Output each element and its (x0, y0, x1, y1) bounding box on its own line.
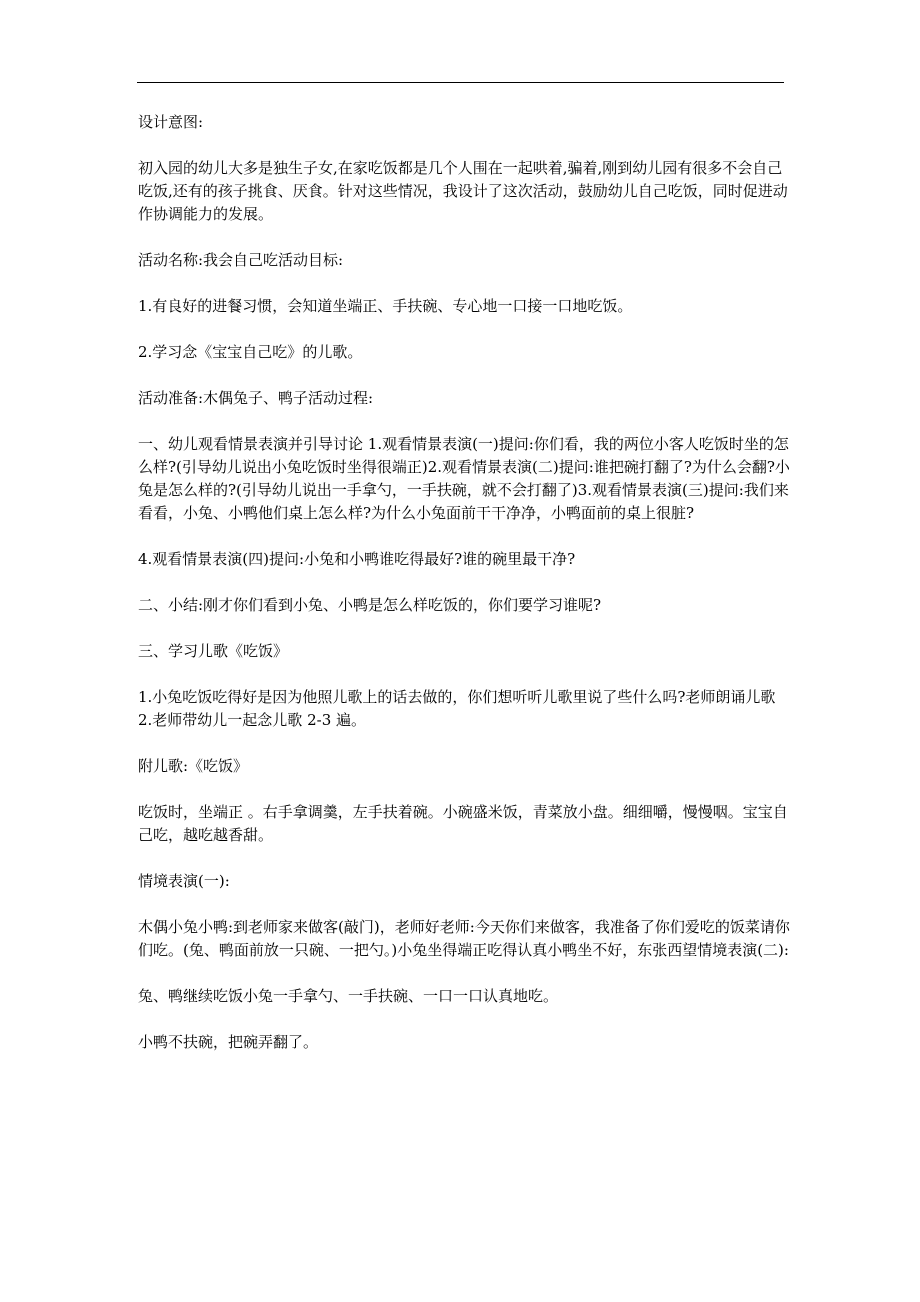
appendix-song-heading: 附儿歌:《吃饭》 (138, 757, 249, 775)
activity-preparation: 活动准备:木偶兔子、鸭子活动过程: (138, 389, 374, 407)
process-step-3-heading: 三、学习儿歌《吃饭》 (138, 642, 289, 660)
process-step-1-4: 4.观看情景表演(四)提问:小兔和小鸭谁吃得最好?谁的碗里最干净? (138, 550, 576, 568)
process-step-1: 一、幼儿观看情景表演并引导讨论 1.观看情景表演(一)提问:你们看，我的两位小客人吃饭时坐的怎么样?(引导幼儿说出小兔吃饭时坐得很端正)2.观看情景表演(二)提问:谁把碗打翻了?为什么会翻?小兔是怎么样的?(引导幼儿说出一手拿勺，一手扶碗，就不会打翻了)3.观看情景表演(三)提问:我们来看看，小兔、小鸭他们桌上怎么样?为什么小兔面前干干净净，小鸭面前的桌上很脏? (138, 435, 790, 522)
goal-1: 1.有良好的进餐习惯，会知道坐端正、手扶碗、专心地一口接一口地吃饭。 (138, 297, 633, 315)
document-body (138, 111, 790, 1077)
process-step-2-summary: 二、小结:刚才你们看到小兔、小鸭是怎么样吃饭的，你们要学习谁呢? (138, 596, 602, 614)
design-intent-heading: 设计意图: (138, 113, 204, 131)
design-intent-text: 初入园的幼儿大多是独生子女,在家吃饭都是几个人围在一起哄着,骗着,刚到幼儿园有很多不会自己吃饭,还有的孩子挑食、厌食。针对这些情况，我设计了这次活动，鼓励幼儿自己吃饭，同时促进动作协调能力的发展。 (138, 159, 788, 223)
header-rule (137, 82, 784, 83)
scene-2-text: 兔、鸭继续吃饭小兔一手拿勺、一手扶碗、一口一口认真地吃。 (138, 987, 559, 1005)
goal-2: 2.学习念《宝宝自己吃》的儿歌。 (138, 343, 363, 361)
scene-1-heading: 情境表演(一): (138, 872, 230, 890)
scene-1-text: 木偶小兔小鸭:到老师家来做客(敲门)，老师好老师:今天你们来做客，我准备了你们爱吃的饭菜请你们吃。(兔、鸭面前放一只碗、一把勺。)小兔坐得端正吃得认真小鸭坐不好，东张西望情境表演(二): (138, 918, 790, 959)
process-step-3-text: 1.小兔吃饭吃得好是因为他照儿歌上的话去做的，你们想听听儿歌里说了些什么吗?老师朗诵儿歌 2.老师带幼儿一起念儿歌 2-3 遍。 (138, 688, 776, 729)
activity-name-and-goals: 活动名称:我会自己吃活动目标: (138, 251, 344, 269)
appendix-song-text: 吃饭时，坐端正 。右手拿调羹，左手扶着碗。小碗盛米饭，青菜放小盘。细细嚼，慢慢咽。宝宝自己吃，越吃越香甜。 (138, 803, 788, 844)
scene-2-duck: 小鸭不扶碗，把碗弄翻了。 (138, 1033, 319, 1051)
